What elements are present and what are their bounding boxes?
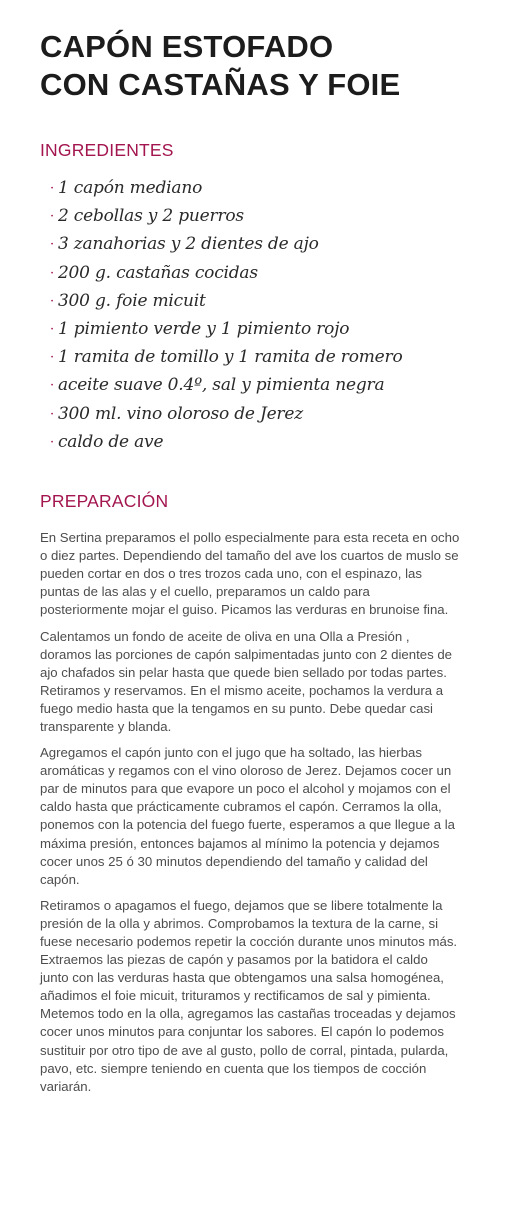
ingredient-item (50, 344, 460, 372)
bullet-icon: · (50, 293, 54, 309)
ingredients-heading: INGREDIENTES (40, 140, 174, 160)
ingredient-text: caldo de ave (57, 431, 164, 452)
bullet-icon: · (50, 265, 54, 281)
bullet-icon: · (50, 434, 54, 450)
bullet-icon: · (50, 237, 54, 253)
preparation-body (40, 529, 460, 1096)
ingredient-item (50, 231, 460, 259)
recipe-title (40, 28, 460, 104)
preparation-paragraph: En Sertina preparamos el pollo especialmente para esta receta en ocho o diez partes. Dependiendo del tamaño del ave los cuartos de muslo se pueden cortar en dos o tres trozos cada uno, con el espinazo, las puntas de las alas y el cuello, preparamos un caldo para posteriormente mojar el guiso. Picamos las verduras en brunoise fina. (40, 530, 460, 618)
ingredient-text: 1 ramita de tomillo y 1 ramita de romero (57, 347, 403, 368)
recipe-page (40, 28, 460, 1104)
bullet-icon: · (50, 378, 54, 394)
recipe-title-line-1: CAPÓN ESTOFADO (40, 29, 334, 64)
ingredient-text: 300 g. foie micuit (57, 290, 206, 311)
ingredient-text: 3 zanahorias y 2 dientes de ajo (57, 234, 319, 255)
recipe-title-line-2: CON CASTAÑAS Y FOIE (40, 67, 401, 102)
ingredient-item (50, 203, 460, 231)
ingredient-item (50, 401, 460, 429)
preparation-heading: PREPARACIÓN (40, 491, 169, 512)
ingredient-text: 2 cebollas y 2 puerros (57, 206, 244, 227)
ingredient-text: 300 ml. vino oloroso de Jerez (57, 403, 303, 424)
ingredient-text: 200 g. castañas cocidas (57, 262, 258, 283)
bullet-icon: · (50, 209, 54, 225)
ingredient-item (50, 316, 460, 344)
ingredients-list (50, 175, 460, 457)
ingredient-text: 1 pimiento verde y 1 pimiento rojo (57, 319, 350, 340)
ingredient-item (50, 288, 460, 316)
preparation-paragraph: Retiramos o apagamos el fuego, dejamos que se libere totalmente la presión de la olla y abrimos. Comprobamos la textura de la carne, si fuese necesario podemos repetir la cocción durante unos minutos más. Extraemos las piezas de capón y pasamos por la batidora el caldo junto con las verduras hasta que obtengamos una salsa homogénea, añadimos el foie micuit, trituramos y rectificamos de sal y pimienta. Metemos todo en la olla, agregamos las castañas troceadas y dejamos cocer unos minutos para conjuntar los sabores. El capón lo podemos sustituir por otro tipo de ave al gusto, pollo de corral, pintada, pularda, pavo, etc. siempre teniendo en cuenta que los tiempos de cocción variarán. (40, 897, 458, 1094)
bullet-icon: · (50, 322, 54, 338)
ingredient-item (50, 372, 460, 400)
ingredient-text: aceite suave 0.4º, sal y pimienta negra (57, 375, 385, 396)
bullet-icon: · (50, 350, 54, 366)
preparation-paragraph: Calentamos un fondo de aceite de oliva en una Olla a Presión , doramos las porciones de capón salpimentadas junto con 2 dientes de ajo chafados sin pelar hasta que quede bien sellado por todas partes. Retiramos y reservamos. En el mismo aceite, pochamos la verdura a fuego medio hasta que la tengamos en su punto. Debe quedar casi transparente y blanda. (40, 628, 453, 734)
preparation-paragraph: Agregamos el capón junto con el jugo que ha soltado, las hierbas aromáticas y regamos con el vino oloroso de Jerez. Dejamos cocer un par de minutos para que evapore un poco el alcohol y mojamos con el caldo hasta que prácticamente cubramos el capón. Cerramos la olla, ponemos con la potencia del fuego fuerte, esperamos a que llegue a la máxima presión, entonces bajamos al mínimo la potencia y dejamos cocer unos 25 ó 30 minutos dependiendo del tamaño y calidad del capón. (40, 745, 455, 887)
ingredient-item (50, 175, 460, 203)
ingredient-item (50, 429, 460, 457)
bullet-icon: · (50, 406, 54, 422)
ingredient-item (50, 260, 460, 288)
bullet-icon: · (50, 181, 54, 196)
ingredient-text: 1 capón mediano (57, 178, 203, 198)
